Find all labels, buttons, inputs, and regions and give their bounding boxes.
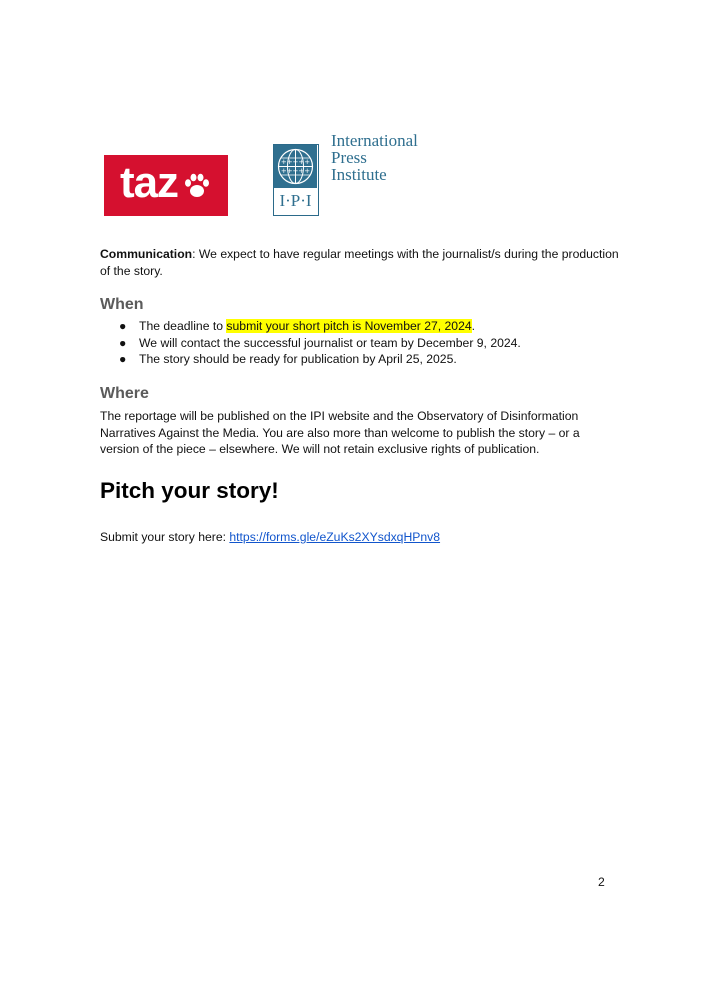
when-list	[100, 318, 620, 368]
list-item	[100, 318, 620, 335]
taz-logo-word: taz	[119, 157, 179, 207]
list-item-text: We will contact the successful journalist or team by December 9, 2024.	[139, 335, 521, 350]
bullet-icon: ●	[119, 352, 127, 366]
pitch-heading: Pitch your story!	[100, 478, 279, 503]
page-number: 2	[598, 875, 605, 889]
list-item-text: The story should be ready for publication by April 25, 2025.	[139, 352, 457, 366]
taz-logo	[104, 155, 228, 216]
communication-paragraph	[100, 246, 620, 279]
svg-text:+++++: +++++	[280, 158, 311, 166]
list-item-text: The deadline to	[139, 319, 227, 333]
ipi-name	[331, 132, 418, 183]
where-paragraph: The reportage will be published on the IPI website and the Observatory of Disinformation Narratives Against the Media. You are also more than welcome to publish the story – or a version of the piece – elsewhere. We will not retain exclusive rights of publication.	[100, 409, 580, 456]
submit-line	[100, 529, 620, 546]
ipi-emblem	[273, 144, 319, 216]
svg-text:+++++: +++++	[280, 167, 311, 175]
where-heading: Where	[100, 385, 149, 402]
when-heading: When	[100, 296, 144, 313]
communication-label: Communication	[100, 247, 193, 261]
submission-form-link[interactable]: https://forms.gle/eZuKs2XYsdxqHPnv8	[229, 530, 441, 544]
ipi-name-line: International	[331, 131, 418, 150]
list-item-text: .	[471, 319, 476, 333]
submit-label: Submit your story here:	[100, 530, 230, 544]
ipi-logo	[273, 132, 443, 218]
ipi-name-line: Press	[331, 148, 367, 167]
paw-icon	[182, 171, 212, 201]
ipi-emblem-text: I·P·I	[279, 191, 312, 210]
communication-text: : We expect to have regular meetings with the journalist/s during the production of the story.	[100, 247, 619, 278]
list-item	[100, 335, 620, 352]
bullet-icon: ●	[119, 319, 127, 333]
ipi-name-line: Institute	[331, 165, 387, 184]
bullet-icon: ●	[119, 335, 127, 350]
list-item	[100, 351, 620, 368]
globe-icon	[274, 145, 317, 188]
highlighted-deadline: submit your short pitch is November 27, 2024	[226, 319, 472, 333]
